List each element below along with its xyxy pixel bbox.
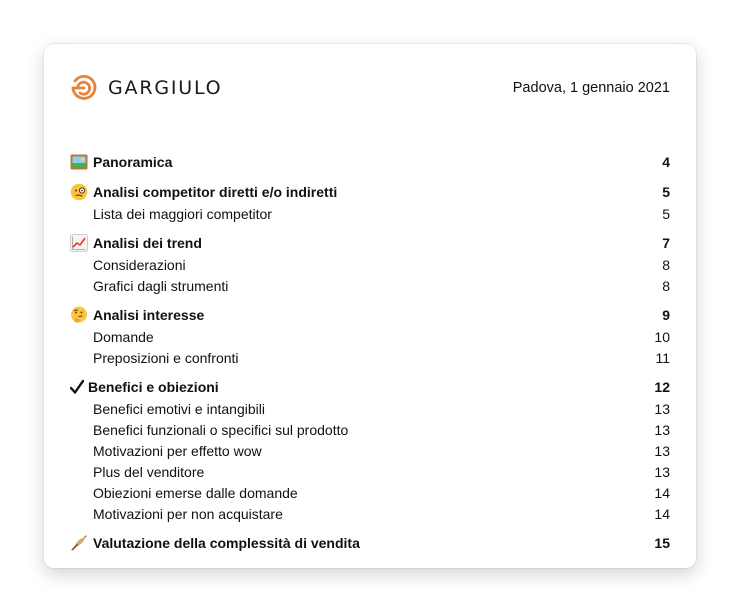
toc-entry-title: Analisi competitor diretti e/o indiretti [93,183,338,200]
toc-page-number: 5 [662,205,670,222]
toc-page-number: 14 [654,505,670,522]
toc-page-number: 11 [655,349,670,366]
toc-section [70,150,670,173]
toc-entry-title: Benefici funzionali o specifici sul prodotto [93,421,349,438]
framed-picture-icon [70,153,88,171]
toc-entry-title: Motivazioni per effetto wow [93,442,262,459]
toc-page-number: 4 [662,153,670,170]
toc-entry-title: Panoramica [93,153,173,170]
toc-entry-title: Grafici dagli strumenti [93,277,229,294]
toc-entry-main[interactable] [70,231,670,254]
toc-entry-main[interactable] [70,150,670,173]
toc-entry-title: Analisi dei trend [93,234,202,251]
toc-entry-title: Analisi interesse [93,306,205,323]
toc-page-number: 7 [662,234,670,251]
toc-entry-title: Considerazioni [93,256,186,273]
toc-entry-main[interactable] [70,180,670,203]
toc-page-number: 8 [662,256,670,273]
toc-entry-title: Motivazioni per non acquistare [93,505,283,522]
toc-page-number: 13 [654,463,670,480]
toc-page-number: 10 [654,328,670,345]
toc-section [70,375,670,524]
toc-entry-sub[interactable] [70,419,670,440]
toc-entry-sub[interactable] [70,254,670,275]
toc-page-number: 12 [654,378,670,395]
toc-entry-title: Lista dei maggiori competitor [93,205,272,222]
document-date: Padova, 1 gennaio 2021 [512,80,670,96]
chart-increasing-icon [70,234,88,252]
toc-entry-sub[interactable] [70,503,670,524]
check-mark-icon [70,378,84,396]
toc-page-number: 13 [654,421,670,438]
toc-page-number: 13 [654,442,670,459]
toc-section [70,180,670,224]
toc-page-number: 15 [654,534,670,551]
toc-page-number: 9 [662,306,670,323]
toc-entry-sub[interactable] [70,347,670,368]
toc-section [70,531,670,554]
brand-name: GARGIULO [108,77,223,99]
feather-icon [70,534,88,552]
toc-entry-sub[interactable] [70,461,670,482]
toc-entry-title: Domande [93,328,154,345]
toc-entry-sub[interactable] [70,275,670,296]
toc-entry-main[interactable] [70,531,670,554]
toc-entry-sub[interactable] [70,440,670,461]
toc-section [70,231,670,296]
table-of-contents [70,150,670,561]
toc-entry-title: Preposizioni e confronti [93,349,239,366]
document-card [44,44,696,568]
toc-entry-title: Benefici e obiezioni [88,378,219,395]
toc-entry-main[interactable] [70,303,670,326]
toc-page-number: 8 [662,277,670,294]
document-header [70,74,670,104]
toc-section [70,303,670,368]
toc-page-number: 13 [654,400,670,417]
gargiulo-logo-icon [70,74,98,102]
toc-page-number: 5 [662,183,670,200]
toc-entry-title: Obiezioni emerse dalle domande [93,484,298,501]
brand [70,74,222,102]
toc-entry-title: Valutazione della complessità di vendita [93,534,360,551]
toc-entry-sub[interactable] [70,326,670,347]
toc-entry-title: Plus del venditore [93,463,205,480]
toc-entry-main[interactable] [70,375,670,398]
toc-entry-title: Benefici emotivi e intangibili [93,400,265,417]
monocle-face-icon [70,183,88,201]
toc-entry-sub[interactable] [70,482,670,503]
toc-page-number: 14 [654,484,670,501]
toc-entry-sub[interactable] [70,398,670,419]
thinking-face-icon [70,306,88,324]
toc-entry-sub[interactable] [70,203,670,224]
